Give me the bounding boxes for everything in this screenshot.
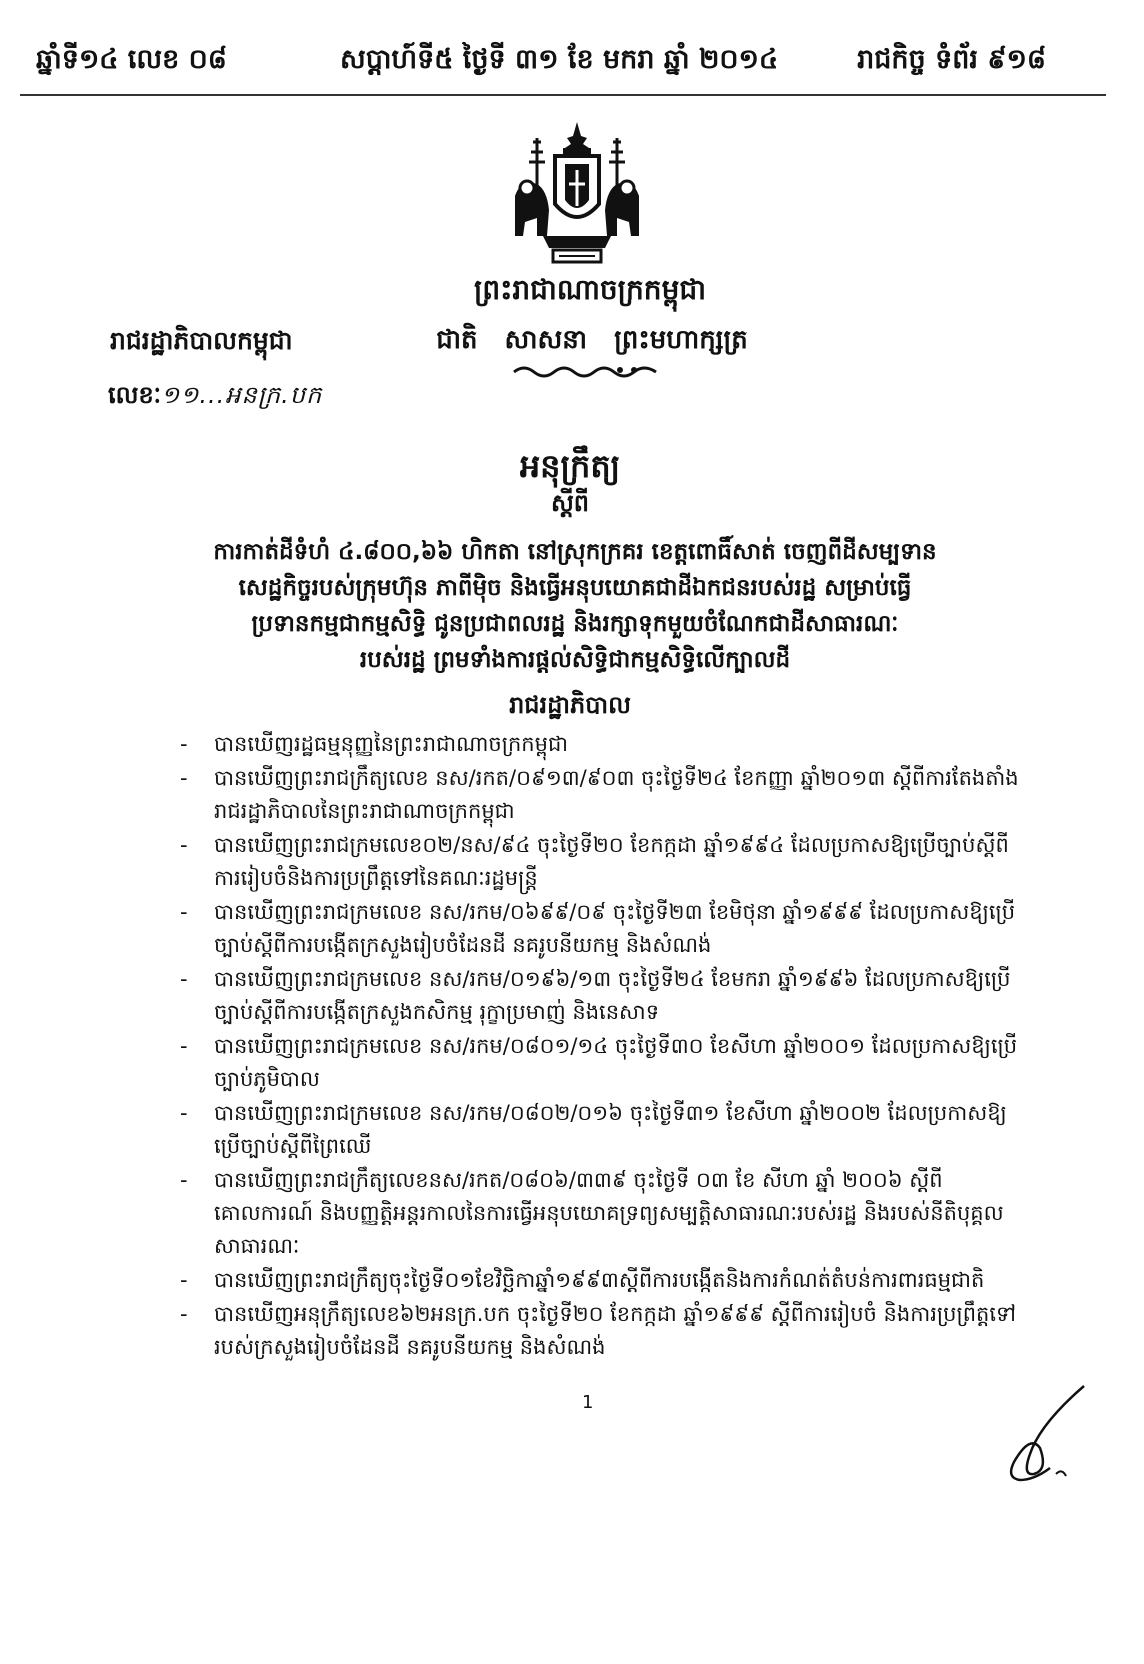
- recital-item: - បានឃើញព្រះរាជក្រឹត្យចុះថ្ងៃទី០១ខែវិច្ឆិកាឆ្នាំ១៩៩៣ស្ដីពីការបង្កើតនិងការកំណត់តំបន់ការពារធម្មជាតិ: [180, 1268, 985, 1292]
- document-type: អនុក្រឹត្យ: [519, 447, 621, 485]
- recital-item: - បានឃើញព្រះរាជក្រមលេខ០២/នស/៩៤ ចុះថ្ងៃទី២០ ខែកក្កដា ឆ្នាំ១៩៩៤ ដែលប្រកាសឱ្យប្រើច្បាប់ស្ដីពីការរៀបចំនិងការប្រព្រឹត្តទៅនៃគណៈរដ្ឋមន្ត្រី: [180, 833, 1009, 890]
- handwritten-initials-icon: [1000, 1384, 1090, 1494]
- recital-item: - បានឃើញព្រះរាជក្រឹត្យលេខនស/រកត/០៨០៦/៣៣៩ ចុះថ្ងៃទី ០៣ ខែ សីហា ឆ្នាំ ២០០៦ ស្ដីពីគោលការណ៍ និងបញ្ញត្តិអន្តរកាលនៃការធ្វើអនុបយោគទ្រព្យសម្បត្តិសាធារណៈរបស់រដ្ឋ និងរបស់នីតិបុគ្គលសាធារណៈ: [180, 1168, 1004, 1258]
- subject-line: សេដ្ឋកិច្ចរបស់ក្រុមហ៊ុន ភាពីម៉ិច និងធ្វើអនុបយោគជាដីឯកជនរបស់រដ្ឋ សម្រាប់ធ្វើ: [238, 575, 912, 601]
- reference-label: លេខៈ: [108, 381, 162, 409]
- page-number: 1: [582, 1392, 594, 1413]
- recital-item: - បានឃើញព្រះរាជក្រឹត្យលេខ នស/រកត/០៩១៣/៩០៣ ចុះថ្ងៃទី២៤ ខែកញ្ញា ឆ្នាំ២០១៣ ស្ដីពីការតែងតាំងរាជរដ្ឋាភិបាលនៃព្រះរាជាណាចក្រកម្ពុជា: [180, 766, 1019, 823]
- gazette-page-ref: រាជកិច្ច ទំព័រ ៩១៨: [857, 44, 1046, 75]
- recital-item: - បានឃើញអនុក្រឹត្យលេខ៦២អនក្រ.បក ចុះថ្ងៃទី២០ ខែកក្កដា ឆ្នាំ១៩៩៩ ស្ដីពីការរៀបចំ និងការប្រព្រឹត្តទៅរបស់ក្រសួងរៀបចំដែនដី នគរូបនីយកម្ម និងសំណង់: [180, 1302, 1017, 1359]
- recitals-list: [180, 728, 1020, 1365]
- national-motto: ជាតិ សាសនា ព្រះមហាក្សត្រ: [436, 325, 748, 355]
- recital-item: - បានឃើញព្រះរាជក្រមលេខ នស/រកម/០៨០២/០១៦ ចុះថ្ងៃទី៣១ ខែសីហា ឆ្នាំ២០០២ ដែលប្រកាសឱ្យប្រើច្បាប់ស្ដីពីព្រៃឈើ: [180, 1101, 1007, 1158]
- reference-value: ១១...អនក្រ.បក: [161, 381, 323, 409]
- gazette-header: [36, 38, 1046, 82]
- enacting-authority: រាជរដ្ឋាភិបាល: [509, 691, 631, 719]
- issuing-authority: រាជរដ្ឋាភិបាលកម្ពុជា: [110, 326, 293, 355]
- flourish-ornament: [510, 364, 660, 378]
- recital-item: - បានឃើញព្រះរាជក្រមលេខ នស/រកម/០៦៩៩/០៩ ចុះថ្ងៃទី២៣ ខែមិថុនា ឆ្នាំ១៩៩៩ ដែលប្រកាសឱ្យប្រើច្បាប់ស្ដីពីការបង្កើតក្រសួងរៀបចំដែនដី នគរូបនីយកម្ម និងសំណង់: [180, 900, 1016, 957]
- recital-item: - បានឃើញព្រះរាជក្រមលេខ នស/រកម/០៨០១/១៤ ចុះថ្ងៃទី៣០ ខែសីហា ឆ្នាំ២០០១ ដែលប្រកាសឱ្យប្រើច្បាប់ភូមិបាល: [180, 1034, 1018, 1091]
- document-subject: [170, 534, 980, 678]
- subject-line: របស់រដ្ឋ ព្រមទាំងការផ្ដល់សិទ្ធិជាកម្មសិទ្ធិលើក្បាលដី: [359, 647, 791, 673]
- subject-line: ការកាត់ដីទំហំ ៤.៨០០,៦៦ ហិកតា នៅស្រុកក្រគរ ខេត្តពោធិ៍សាត់ ចេញពីដីសម្បទាន: [213, 539, 937, 565]
- gazette-date: សប្ដាហ៍ទី៥ ថ្ងៃទី ៣១ ខែ មករា ឆ្នាំ ២០១៤: [340, 44, 779, 75]
- kingdom-title: ព្រះរាជាណាចក្រកម្ពុជា: [473, 273, 706, 306]
- header-divider: [20, 94, 1106, 96]
- royal-coat-of-arms-icon: [507, 118, 647, 268]
- document-about: ស្ដីពី: [550, 489, 590, 517]
- subject-line: ប្រទានកម្មជាកម្មសិទ្ធិ ជូនប្រជាពលរដ្ឋ និងរក្សាទុកមួយចំណែកជាដីសាធារណៈ: [251, 611, 899, 637]
- reference-number: [108, 380, 322, 415]
- recital-item: - បានឃើញរដ្ឋធម្មនុញ្ញនៃព្រះរាជាណាចក្រកម្ពុជា: [180, 732, 568, 756]
- gazette-issue: ឆ្នាំទី១៤ លេខ ០៨: [36, 44, 227, 75]
- recital-item: - បានឃើញព្រះរាជក្រមលេខ នស/រកម/០១៩៦/១៣ ចុះថ្ងៃទី២៤ ខែមករា ឆ្នាំ១៩៩៦ ដែលប្រកាសឱ្យប្រើច្បាប់ស្ដីពីការបង្កើតក្រសួងកសិកម្ម រុក្ខាប្រមាញ់ និងនេសាទ: [180, 967, 1011, 1024]
